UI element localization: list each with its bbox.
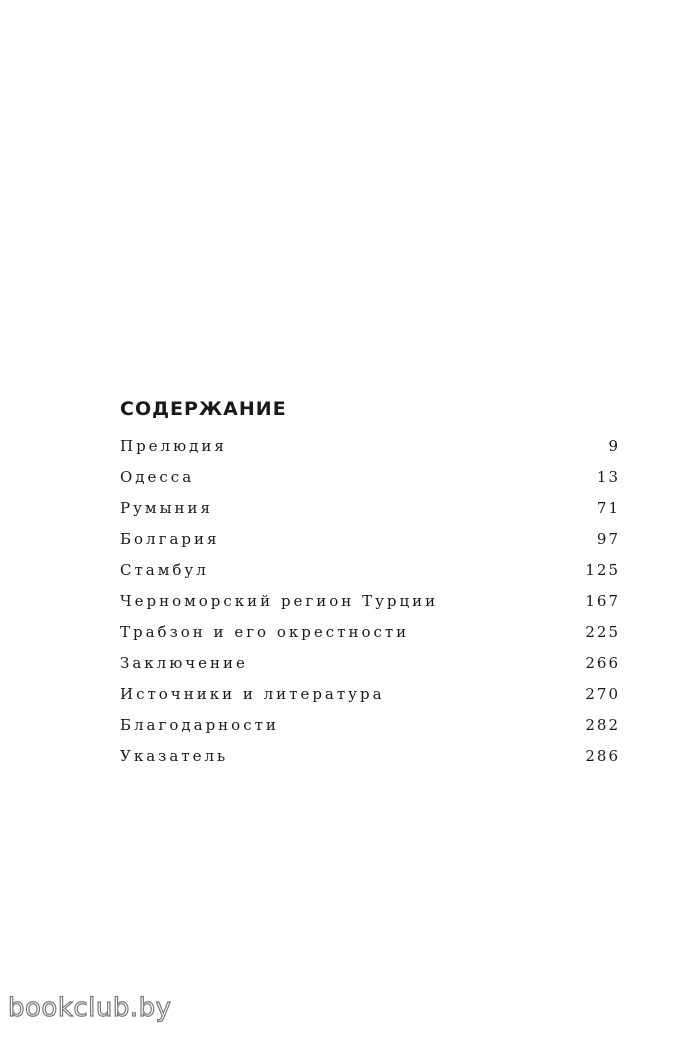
toc-entry-page: 125 xyxy=(585,561,620,579)
toc-entry-label: Черноморский регион Турции xyxy=(120,592,439,610)
toc-entry-page: 270 xyxy=(585,685,620,703)
toc-entry-bulgaria xyxy=(120,524,618,555)
toc-entry-label: Болгария xyxy=(120,530,220,548)
toc-entry-label: Трабзон и его окрестности xyxy=(120,623,410,641)
toc-entry-page: 71 xyxy=(596,499,620,517)
toc-entry-label: Указатель xyxy=(120,747,229,765)
toc-entry-page: 282 xyxy=(585,716,620,734)
toc-entry-label: Прелюдия xyxy=(120,437,227,455)
toc-entry-page: 286 xyxy=(585,747,620,765)
toc-entry-label: Источники и литература xyxy=(120,685,385,703)
contents-list xyxy=(120,431,618,772)
toc-entry-trabzon xyxy=(120,617,618,648)
toc-entry-index xyxy=(120,741,618,772)
toc-entry-sources xyxy=(120,679,618,710)
toc-entry-istanbul xyxy=(120,555,618,586)
toc-entry-conclusion xyxy=(120,648,618,679)
toc-entry-page: 266 xyxy=(585,654,620,672)
toc-entry-romania xyxy=(120,493,618,524)
toc-entry-page: 9 xyxy=(608,437,620,455)
toc-entry-prelude xyxy=(120,431,618,462)
toc-entry-black-sea-turkey xyxy=(120,586,618,617)
toc-entry-label: Румыния xyxy=(120,499,213,517)
toc-entry-page: 13 xyxy=(596,468,620,486)
toc-entry-acknowledgements xyxy=(120,710,618,741)
toc-entry-page: 225 xyxy=(585,623,620,641)
watermark-logo: bookclub.by xyxy=(8,993,172,1023)
toc-entry-label: Стамбул xyxy=(120,561,209,579)
toc-entry-page: 167 xyxy=(585,592,620,610)
contents-title: СОДЕРЖАНИЕ xyxy=(120,398,287,420)
toc-entry-odessa xyxy=(120,462,618,493)
toc-entry-label: Заключение xyxy=(120,654,248,672)
toc-entry-label: Одесса xyxy=(120,468,195,486)
toc-entry-label: Благодарности xyxy=(120,716,279,734)
table-of-contents xyxy=(120,396,618,772)
toc-entry-page: 97 xyxy=(596,530,620,548)
